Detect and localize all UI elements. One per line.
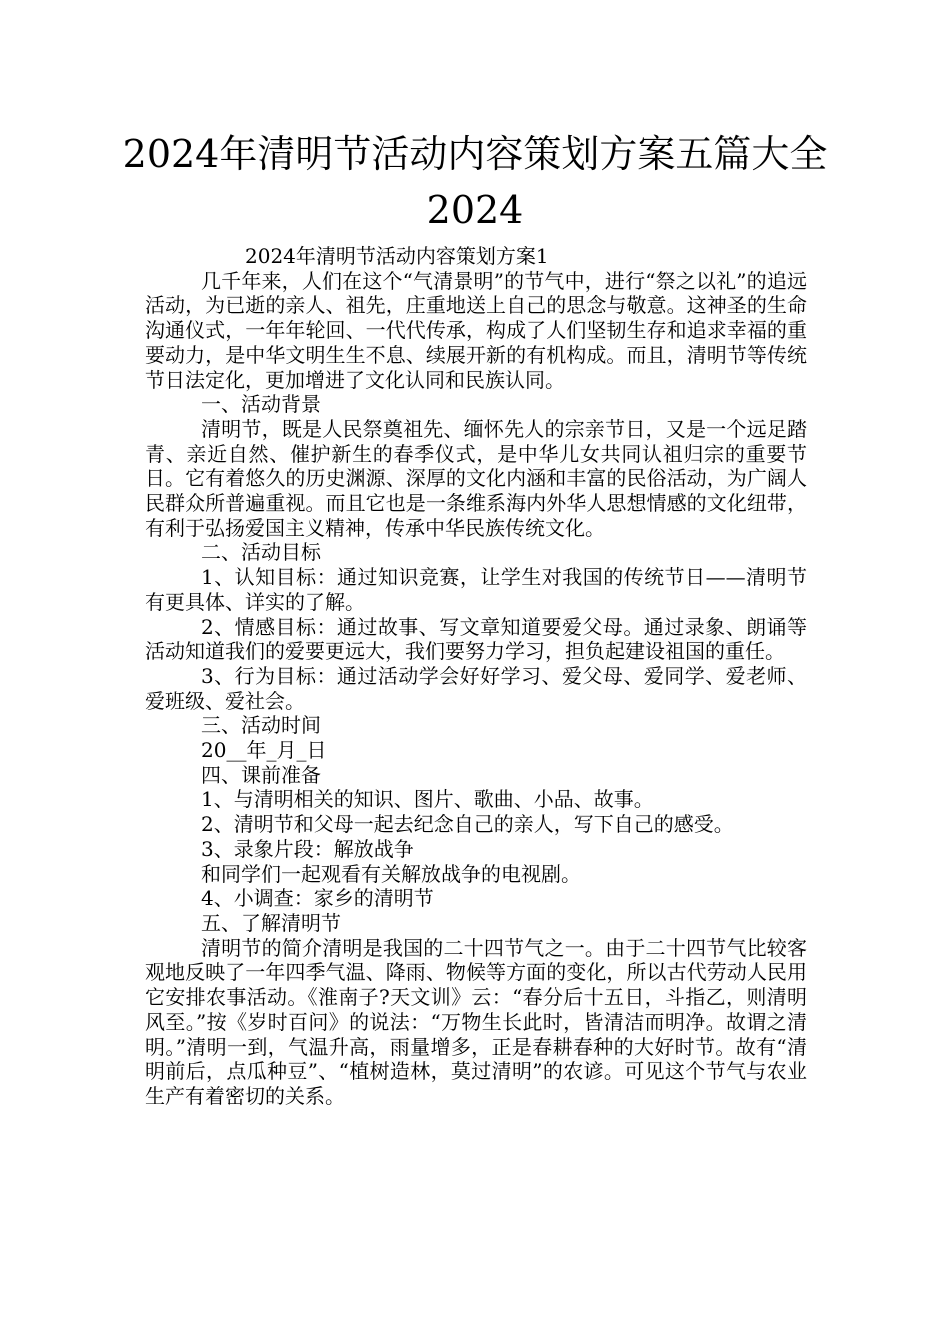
paragraph: 1、与清明相关的知识、图片、歌曲、小品、故事。	[201, 787, 654, 812]
paragraph: 4、小调查：家乡的清明节	[201, 886, 434, 911]
title-line-2: 2024	[426, 188, 524, 232]
paragraph: 四、课前准备	[201, 762, 321, 787]
paragraph: 一、活动背景	[201, 392, 321, 417]
paragraph: 几千年来，人们在这个“气清景明”的节气中，进行“祭之以礼”的追远活动，为已逝的亲人、祖先，庄重地送上自己的思念与敬意。这神圣的生命沟通仪式，一年年轮回、一代代传承，构成了人们坚韧生存和追求幸福的重要动力，是中华文明生生不息、续展开新的有机构成。而且，清明节等传统节日法定化，更加增进了文化认同和民族认同。	[145, 268, 807, 392]
paragraph: 清明节的简介清明是我国的二十四节气之一。由于二十四节气比较客观地反映了一年四季气温、降雨、物候等方面的变化，所以古代劳动人民用它安排农事活动。《淮南子?天文训》云：“春分后十五日，斗指乙，则清明风至。”按《岁时百问》的说法：“万物生长此时，皆清洁而明净。故谓之清明。”清明一到，气温升高，雨量增多，正是春耕春种的大好时节。故有“清明前后，点瓜种豆”、“植树造林，莫过清明”的农谚。可见这个节气与农业生产有着密切的关系。	[145, 935, 807, 1108]
paragraph: 3、录象片段：解放战争	[201, 836, 414, 861]
document-body	[145, 244, 807, 1109]
paragraph: 和同学们一起观看有关解放战争的电视剧。	[201, 861, 581, 886]
paragraph: 1、认知目标：通过知识竞赛，让学生对我国的传统节日——清明节有更具体、详实的了解。	[145, 565, 807, 614]
paragraph: 20__年_月_日	[201, 738, 327, 763]
paragraph: 清明节，既是人民祭奠祖先、缅怀先人的宗亲节日，又是一个远足踏青、亲近自然、催护新生的春季仪式，是中华儿女共同认祖归宗的重要节日。它有着悠久的历史渊源、深厚的文化内涵和丰富的民俗活动，为广阔人民群众所普遍重视。而且它也是一条维系海内外华人思想情感的文化纽带，有利于弘扬爱国主义精神，传承中华民族传统文化。	[145, 416, 807, 540]
paragraph: 五、了解清明节	[201, 910, 341, 935]
document-title	[100, 126, 850, 238]
paragraph: 3、行为目标：通过活动学会好好学习、爱父母、爱同学、爱老师、爱班级、爱社会。	[145, 663, 807, 713]
title-line-1: 2024年清明节活动内容策划方案五篇大全	[122, 132, 828, 176]
paragraph: 二、活动目标	[201, 540, 321, 565]
paragraph: 三、活动时间	[201, 713, 321, 738]
paragraph: 2、情感目标：通过故事、写文章知道要爱父母。通过录象、朗诵等活动知道我们的爱要更远大，我们要努力学习，担负起建设祖国的重任。	[145, 614, 807, 664]
paragraph: 2024年清明节活动内容策划方案1	[245, 244, 549, 268]
paragraph: 2、清明节和父母一起去纪念自己的亲人，写下自己的感受。	[201, 812, 734, 837]
